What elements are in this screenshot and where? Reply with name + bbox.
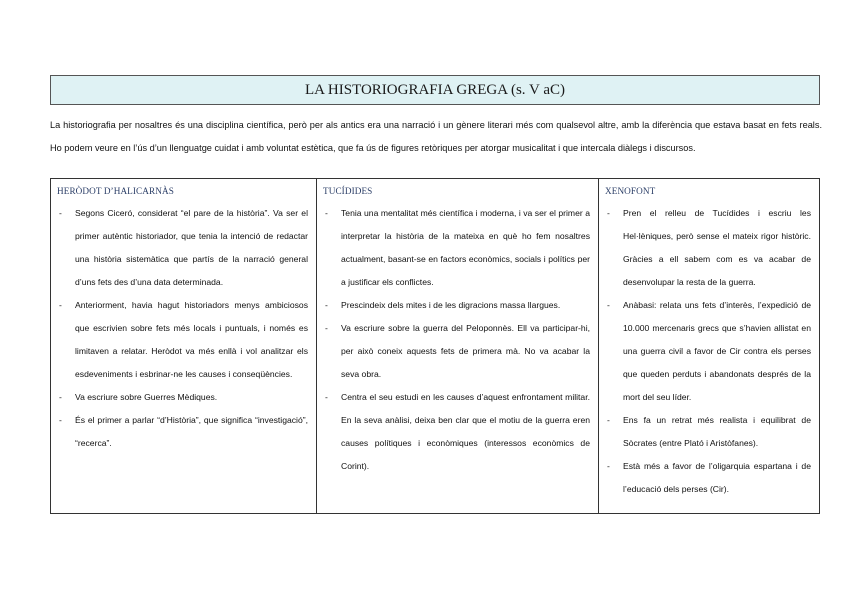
list-item: - Està més a favor de l’oligarquia espartana i de l’educació dels perses (Cir). [605, 455, 811, 501]
list-item: - Ens fa un retrat més realista i equilibrat de Sòcrates (entre Plató i Aristòfanes). [605, 409, 811, 455]
bullet-list [605, 202, 811, 501]
column-tucidides [316, 179, 598, 513]
column-xenofont [598, 179, 819, 513]
column-heading: XENOFONT [605, 186, 656, 196]
list-item: - És el primer a parlar “d’Història”, que significa “investigació”, “recerca”. [57, 409, 308, 455]
bullet-list [57, 202, 308, 455]
column-heading: TUCÍDIDES [323, 186, 373, 196]
list-item: - Tenia una mentalitat més científica i moderna, i va ser el primer a interpretar la història de la mateixa en què ho fem nosaltres actualment, basant-se en factors econòmics, socials i polítics per a justificar els conflictes. [323, 202, 590, 294]
list-item: - Va escriure sobre la guerra del Peloponnès. Ell va participar-hi, per això coneix aquests fets de primera mà. No va acabar la seva obra. [323, 317, 590, 386]
list-item: - Va escriure sobre Guerres Mèdiques. [57, 386, 308, 409]
document-title [50, 75, 820, 105]
bullet-list [323, 202, 590, 478]
list-item: - Pren el relleu de Tucídides i escriu les Hel·lèniques, però sense el mateix rigor històric. Gràcies a ell sabem com es va acabar de desenvolupar la resta de la guerra. [605, 202, 811, 294]
list-item: - Segons Ciceró, considerat “el pare de la història”. Va ser el primer autèntic historiador, que tenia la intenció de redactar una història sistemàtica que partís de la narració general d’uns fets des d’una data determinada. [57, 202, 308, 294]
historians-table [50, 178, 820, 514]
list-item: - Centra el seu estudi en les causes d’aquest enfrontament militar. En la seva anàlisi, deixa ben clar que el motiu de la guerra eren causes polítiques i econòmiques (interessos econòmics de Corint). [323, 386, 590, 478]
list-item: - Anteriorment, havia hagut historiadors menys ambiciosos que escrivien sobre fets més locals i puntuals, i només es limitaven a relatar. Heròdot va més enllà i vol analitzar els esdeveniments i esbrinar-ne les causes i conseqüències. [57, 294, 308, 386]
list-item: - Prescindeix dels mites i de les digracions massa llargues. [323, 294, 590, 317]
title-text: LA HISTORIOGRAFIA GREGA (s. V aC) [304, 81, 566, 98]
column-heading: HERÒDOT D’HALICARNÀS [57, 186, 174, 196]
column-herodot [51, 179, 316, 513]
list-item: - Anàbasi: relata uns fets d’interès, l’expedició de 10.000 mercenaris grecs que s’havien allistat en una guerra civil a favor de Cir contra els perses que queden perduts i abandonats després de la mort del seu líder. [605, 294, 811, 409]
intro-paragraph: La historiografia per nosaltres és una disciplina científica, però per als antics era una narració i un gènere literari més com qualsevol altre, amb la diferència que estava basat en fets reals. Ho podem veure en l’ús d’un llenguatge cuidat i amb voluntat estètica, que fa ús de figures retòriques per atorgar musicalitat i que intercala diàlegs i discursos. [50, 120, 822, 153]
